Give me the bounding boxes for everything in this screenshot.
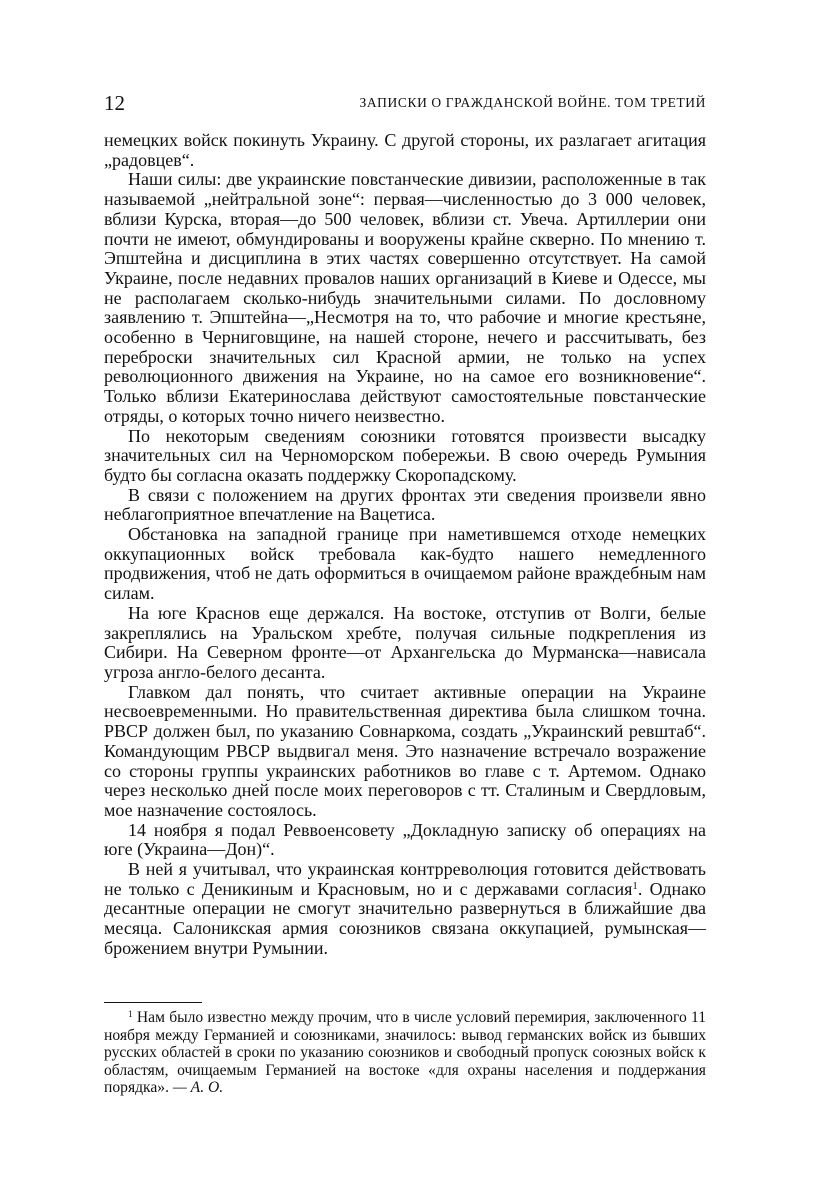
footnote-divider xyxy=(104,1002,202,1003)
footnote-reference: 1 xyxy=(632,879,638,892)
paragraph-south-east-north: На юге Краснов еще держался. На востоке, отступив от Волги, белые закреплялись на Уральском хребте, получая сильные подкрепления из Сибири. На Северном фронте—от Архангельска до Мурманска—нависала угроза англо-белого десанта. xyxy=(104,602,706,682)
paragraph-allies-landing: По некоторым сведениям союзники готовятся произвести высадку значительных сил на Черноморском побережьи. В свою очередь Румыния будто бы согласна оказать поддержку Скоропадскому. xyxy=(104,425,706,485)
footnote-marker: 1 xyxy=(128,1009,133,1020)
page-header xyxy=(104,92,706,114)
body-text xyxy=(104,131,706,959)
paragraph-western-border: Обстановка на западной границе при наметившемся отходе немецких оккупационных войск требовала как-будто нашего немедленного продвижения, чтоб не дать оформиться в очищаемом районе враждебным нам силам. xyxy=(104,524,706,604)
footnote xyxy=(104,1009,706,1097)
paragraph-our-forces: Наши силы: две украинские повстанческие дивизии, расположенные в так называемой „нейтральной зоне“: первая—численностью до 3 000 человек, вблизи Курска, вторая—до 500 человек, вблизи ст. Увеча. Артиллерии они почти не имеют, обмундированы и вооружены крайне скверно. По мнению т. Эпштейна и дисциплина в этих частях совершенно отсутствует. На самой Украине, после недавних провалов наших организаций в Киеве и Одессе, мы не располагаем сколько-нибудь значительными силами. По дословному заявлению т. Эпштейна—„Несмотря на то, что рабочие и многие крестьяне, особенно в Черниговщине, на нашей стороне, нечего и рассчитывать, без переброски значительных сил Красной армии, не только на успех революционного движения на Украине, но на самое его возникновение“. Только вблизи Екатеринослава действуют самостоятельные повстанческие отряды, о которых точно ничего неизвестно. xyxy=(104,169,706,426)
running-title: ЗАПИСКИ О ГРАЖДАНСКОЙ ВОЙНЕ. ТОМ ТРЕТИЙ xyxy=(359,95,706,110)
paragraph-counterrevolution: В ней я учитывал, что украинская контрреволюция готовится действовать не только с Деникиным и Красновым, но и с державами согласия$^1$. Однако десантные операции не смогут значительно развернуться в ближайшие два месяца. Салоникская армия союзников связана оккупацией, румынская—брожением внутри Румынии. xyxy=(104,859,706,958)
paragraph-counterrevolution-continued: Однако десантные операции не смогут значительно развернуться в ближайшие два месяца. Салоникская армия союзников связана оккупацией, румынская—брожением внутри Румынии. xyxy=(104,878,706,958)
page-number: 12 xyxy=(104,91,125,115)
footnote-text: Нам было известно между прочим, что в числе условий перемирия, заключенного 11 ноября между Германией и союзниками, значилось: вывод германских войск из бывших русских областей в сроки по указанию союзников и свободный пропуск союзных войск к областям, очищаемым Германией на востоке «для охраны населения и поддержания порядка». xyxy=(104,1009,706,1097)
footnote-author: — А. О. xyxy=(172,1079,224,1097)
paragraph-continued: немецких войск покинуть Украину. С другой стороны, их разлагает агитация „радовцев“. xyxy=(104,130,706,170)
paragraph-vatsetis: В связи с положением на других фронтах эти сведения произвели явно неблагоприятное впечатление на Вацетиса. xyxy=(104,484,706,525)
paragraph-glavkom: Главком дал понять, что считает активные операции на Украине несвоевременными. Но правительственная директива была слишком точна. РВСР должен был, по указанию Совнаркома, создать „Украинский ревштаб“. Командующим РВСР выдвигал меня. Это назначение встречало возражение со стороны группы украинских работников во главе с т. Артемом. Однако через несколько дней после моих переговоров с тт. Сталиным и Свердловым, мое назначение состоялось. xyxy=(104,681,706,820)
paragraph-counterrevolution-text: В ней я учитывал, что украинская контрреволюция готовится действовать не только с Деникиным и Красновым, но и с державами согласия xyxy=(104,859,706,899)
footnote-paragraph xyxy=(104,1009,706,1097)
paragraph-memo: 14 ноября я подал Реввоенсовету „Докладную записку об операциях на юге (Украина—Дон)“. xyxy=(104,819,706,860)
